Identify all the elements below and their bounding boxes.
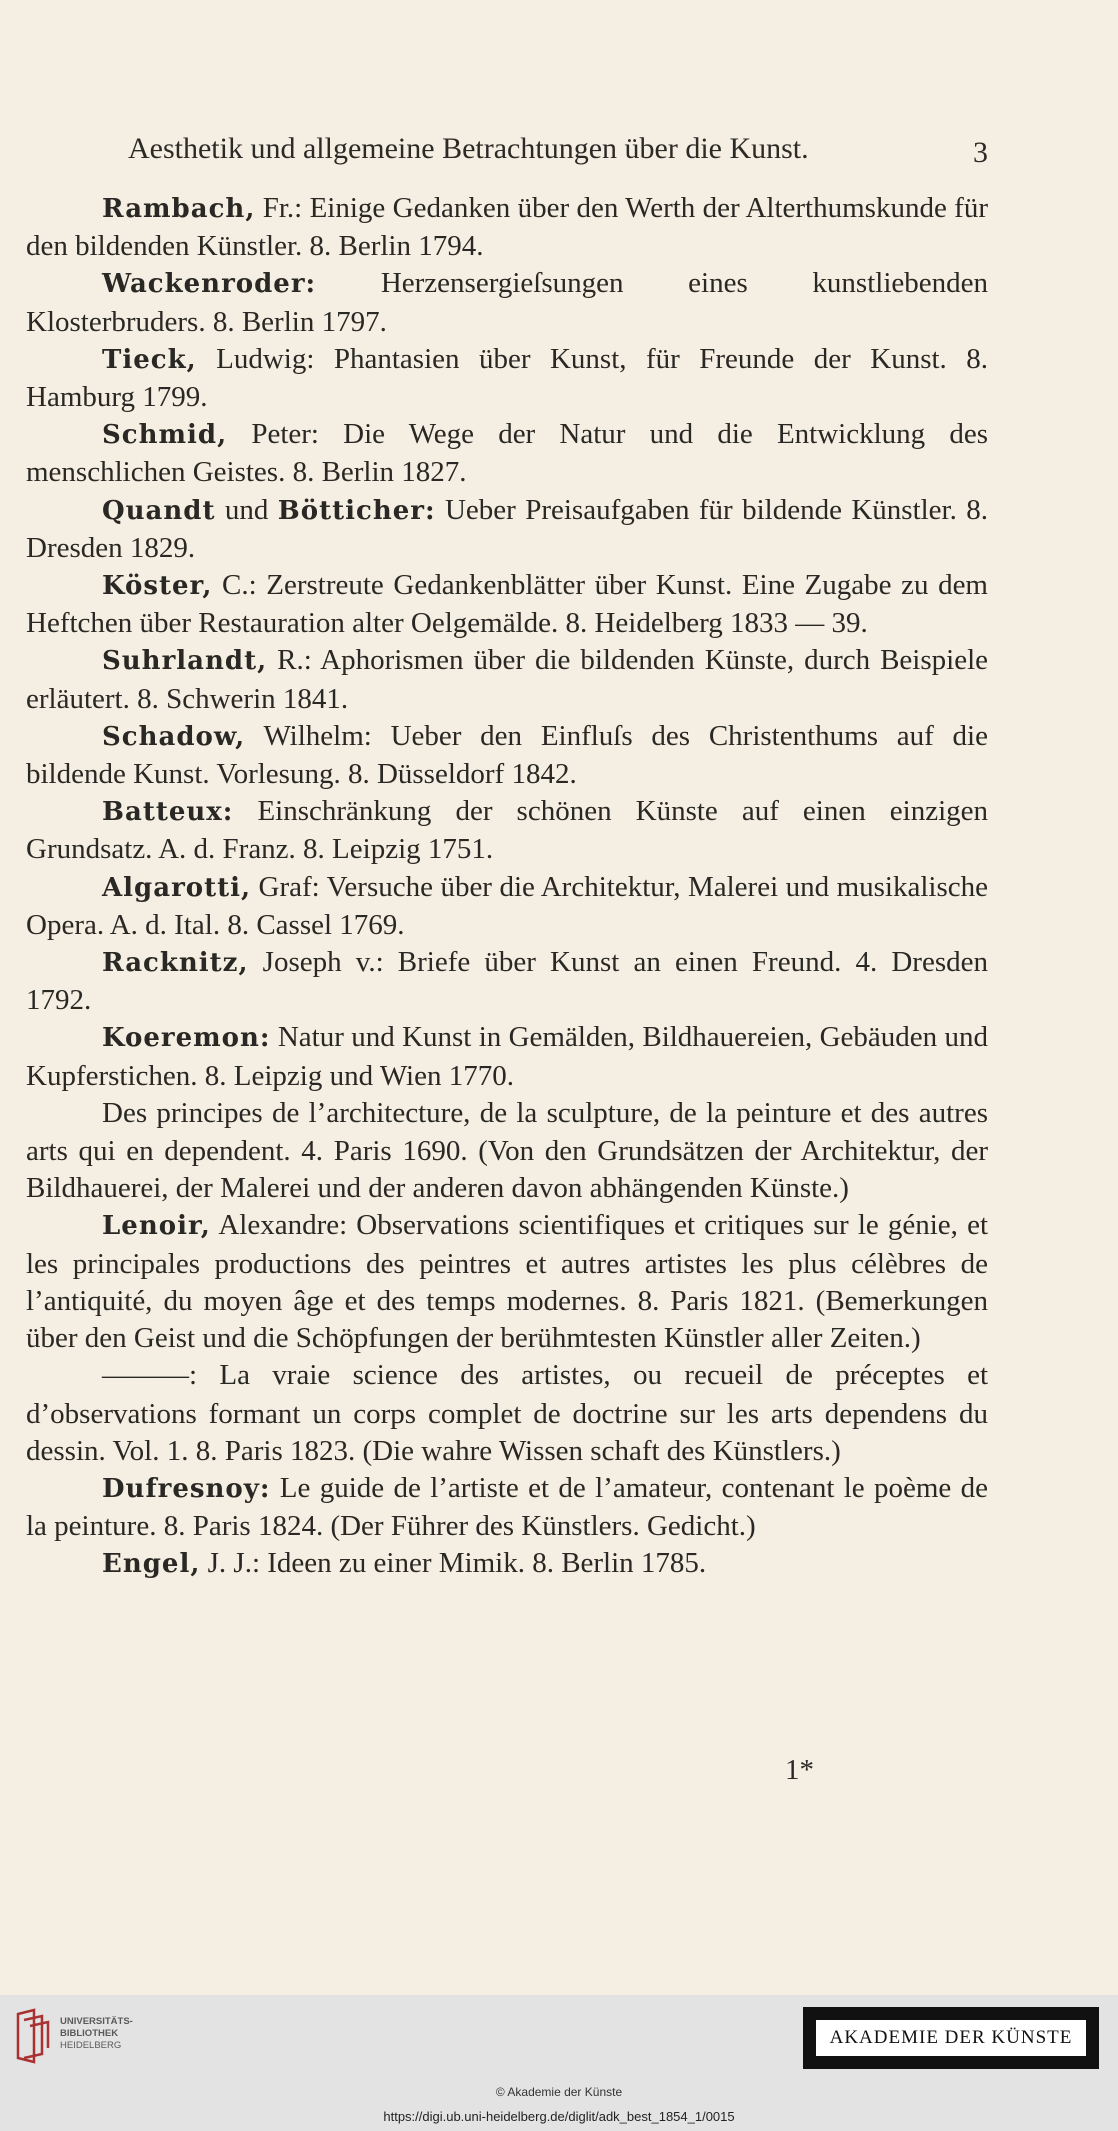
bibliography-entry [26, 265, 988, 340]
bibliography-entries [26, 190, 988, 1584]
bibliography-entry [26, 416, 988, 491]
permalink-url[interactable]: https://digi.ub.uni-heidelberg.de/diglit/adk_best_1854_1/0015 [383, 2109, 735, 2124]
bibliography-entry [26, 1357, 988, 1470]
running-head-title: Aesthetik und allgemeine Betrachtungen über die Kunst. [128, 132, 809, 165]
entry-author: Algarotti, [102, 872, 252, 903]
bibliography-entry [26, 1019, 988, 1094]
bibliography-entry [26, 793, 988, 868]
library-emblem-icon [14, 2008, 50, 2064]
signature-mark: 1* [785, 1754, 814, 1786]
entry-author: Quandt [102, 495, 216, 526]
entry-text: J. J.: Ideen zu einer Mimik. 8. Berlin 1785. [200, 1547, 707, 1580]
entry-text: Des principes de l’architecture, de la sculpture, de la peinture et des autres arts qui en dependent. 4. Paris 1690. (Von den Grundsätzen der Architektur, der Bildhauerei, der Malerei und der anderen davon abhängenden Künste.) [26, 1096, 988, 1205]
heidelberg-library-logo[interactable] [14, 2006, 134, 2066]
library-name-line1: UNIVERSITÄTS- [60, 2016, 133, 2027]
entry-author: Wackenroder: [102, 269, 317, 300]
bibliography-entry [26, 642, 988, 717]
bibliography-entry [26, 492, 988, 567]
entry-text: Wilhelm: Ueber den Einfluſs des Christenthums auf die bildende Kunst. Vorlesung. 8. Düsseldorf 1842. [26, 719, 988, 791]
entry-author: Dufresnoy: [102, 1473, 271, 1504]
entry-text: ———: La vraie science des artistes, ou recueil de préceptes et d’observations formant un corps complet de doctrine sur les arts dependens du dessin. Vol. 1. 8. Paris 1823. (Die wahre Wissen schaft des Künstlers.) [26, 1359, 988, 1467]
entry-text: Peter: Die Wege der Natur und die Entwicklung des menschlichen Geistes. 8. Berlin 1827. [26, 418, 988, 489]
entry-author: Racknitz, [102, 948, 249, 979]
bibliography-entry [26, 718, 988, 793]
akademie-logo[interactable] [803, 2007, 1099, 2069]
entry-text: Herzensergieſsungen eines kunstliebenden Klosterbruders. 8. Berlin 1797. [26, 267, 988, 338]
entry-author: Köster, [102, 571, 213, 602]
bibliography-entry [26, 1470, 988, 1545]
entry-text: C.: Zerstreute Gedankenblätter über Kunst. Eine Zugabe zu dem Heftchen über Restauration alter Oelgemälde. 8. Heidelberg 1833 — 39. [26, 569, 988, 640]
entry-author: Lenoir, [102, 1211, 211, 1242]
entry-text: Joseph v.: Briefe über Kunst an einen Freund. 4. Dresden 1792. [26, 946, 988, 1017]
entry-author: Rambach, [102, 194, 256, 224]
entry-text: Graf: Versuche über die Architektur, Malerei und musikalische Opera. A. d. Ital. 8. Cassel 1769. [26, 870, 988, 941]
entry-text: Le guide de l’artiste et de l’amateur, contenant le poème de la peinture. 8. Paris 1824. (Der Führer des Künstlers. Gedicht.) [26, 1471, 988, 1543]
akademie-logo-text: AKADEMIE DER KÜNSTE [816, 2020, 1086, 2056]
library-name-line3: HEIDELBERG [60, 2040, 122, 2051]
entry-text: Fr.: Einige Gedanken über den Werth der Alterthumskunde für den bildenden Künstler. 8. Berlin 1794. [26, 192, 988, 263]
bibliography-entry [26, 567, 988, 642]
library-name [60, 2016, 133, 2052]
copyright-notice: © Akademie der Künste [495, 2085, 623, 2099]
running-head [128, 132, 988, 169]
bibliography-entry [26, 190, 988, 265]
entry-text: Alexandre: Observations scientifiques et critiques sur le génie, et les principales productions des peintres et autres artistes les plus célèbres de l’antiquité, du moyen âge et des temps modernes. 8. Paris 1821. (Bemerkungen über den Geist und die Schöpfungen der berühmtesten Künstler aller Zeiten.) [26, 1209, 988, 1355]
entry-author: Tieck, [102, 344, 197, 375]
entry-text: Einschränkung der schönen Künste auf einen einzigen Grundsatz. A. d. Franz. 8. Leipzig 1751. [26, 795, 988, 866]
entry-author: Schmid, [102, 420, 228, 451]
bibliography-entry [26, 1207, 988, 1357]
entry-text: und [215, 493, 278, 526]
bibliography-entry [26, 341, 988, 416]
library-name-line2: BIBLIOTHEK [60, 2028, 119, 2039]
entry-author-second: Bötticher: [277, 495, 436, 526]
entry-author: Engel, [102, 1549, 201, 1580]
bibliography-entry [26, 1545, 988, 1583]
entry-author: Suhrlandt, [102, 646, 268, 677]
page-number: 3 [973, 136, 988, 169]
bibliography-entry [26, 869, 988, 944]
bibliography-entry [26, 944, 988, 1019]
entry-text: Natur und Kunst in Gemälden, Bildhauereien, Gebäuden und Kupferstichen. 8. Leipzig und Wien 1770. [26, 1021, 988, 1092]
entry-text-second: Ueber Preisaufgaben für bildende Künstler. 8. Dresden 1829. [26, 493, 989, 564]
bibliography-entry [26, 1095, 988, 1208]
entry-author: Batteux: [102, 797, 234, 828]
entry-text: R.: Aphorismen über die bildenden Künste, durch Beispiele erläutert. 8. Schwerin 1841. [26, 644, 988, 715]
entry-text: Ludwig: Phantasien über Kunst, für Freunde der Kunst. 8. Hamburg 1799. [26, 342, 988, 414]
entry-author: Schadow, [102, 721, 246, 752]
entry-author: Koeremon: [102, 1023, 271, 1054]
